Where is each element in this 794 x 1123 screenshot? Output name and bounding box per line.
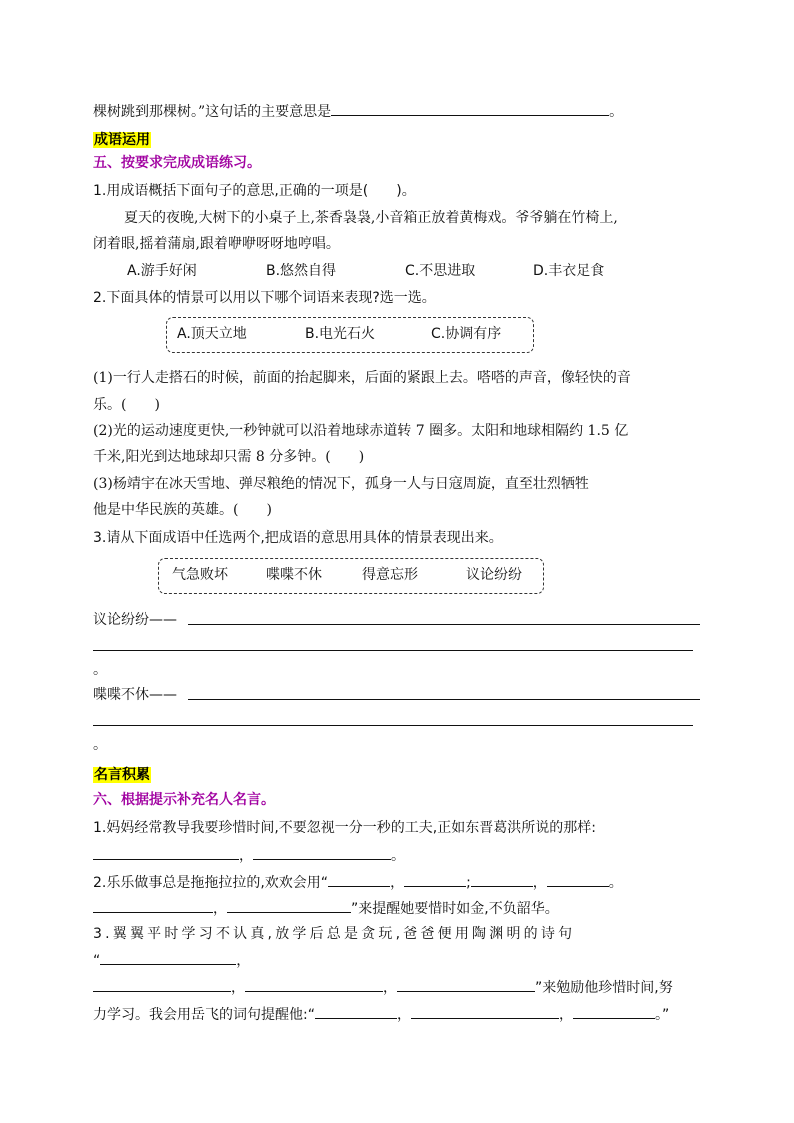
period: 。 bbox=[608, 875, 623, 891]
q2-choice-a: A.顶天立地 bbox=[177, 326, 247, 342]
q1-option-b[interactable]: B.悠然自得 bbox=[266, 263, 337, 279]
comma: ， bbox=[239, 848, 253, 864]
q2-item3-line2[interactable]: 他是中华民族的英雄。( ) bbox=[93, 502, 272, 518]
s6-q3-tail: ”来勉励他珍惜时间,努 bbox=[535, 980, 673, 996]
answer-blank[interactable] bbox=[411, 1004, 559, 1019]
q3-choice-3: 得意忘形 bbox=[362, 567, 418, 583]
q1-passage-line1: 夏天的夜晚,大树下的小桌子上,茶香袅袅,小音箱正放着黄梅戏。爷爷躺在竹椅上, bbox=[124, 210, 618, 226]
period: 。 bbox=[609, 104, 624, 120]
period: 。 bbox=[391, 848, 405, 864]
section-tag-label: 成语运用 bbox=[94, 132, 150, 148]
q3-answer2-label: 喋喋不休—— bbox=[93, 687, 177, 703]
q3-choice-4: 议论纷纷 bbox=[466, 567, 522, 583]
s6-q1-answer bbox=[93, 845, 405, 866]
answer-blank[interactable] bbox=[253, 845, 391, 860]
answer-blank[interactable] bbox=[547, 872, 609, 887]
q1-option-d[interactable]: D.丰衣足食 bbox=[533, 263, 605, 279]
comma: ， bbox=[396, 1007, 411, 1023]
answer-blank[interactable] bbox=[404, 872, 466, 887]
section-heading-quotes: 六、根据提示补充名人名言。 bbox=[93, 792, 275, 808]
answer-blank[interactable] bbox=[245, 977, 383, 992]
q3-answer1-end: 。 bbox=[93, 662, 107, 678]
semicolon: ; bbox=[466, 875, 471, 891]
s6-q2-prompt: 2.乐乐做事总是拖拖拉拉的,欢欢会用“ bbox=[93, 875, 329, 891]
q2-item2-line2[interactable]: 千米,阳光到达地球却只需 8 分多钟。( ) bbox=[93, 449, 365, 465]
answer-blank[interactable] bbox=[331, 101, 609, 116]
q1-option-a[interactable]: A.游手好闲 bbox=[127, 263, 197, 279]
answer-blank[interactable] bbox=[471, 872, 533, 887]
prev-question-tail bbox=[93, 101, 623, 122]
s6-q3-line3 bbox=[93, 1004, 669, 1025]
q3-answer2-line1[interactable] bbox=[188, 699, 700, 700]
section-tag-quotes bbox=[93, 764, 151, 785]
answer-blank[interactable] bbox=[397, 977, 535, 992]
q3-answer1-label: 议论纷纷—— bbox=[93, 612, 177, 628]
answer-blank[interactable] bbox=[227, 898, 351, 913]
q3-answer2-line2[interactable] bbox=[93, 725, 693, 726]
q2-item3-line1: (3)杨靖宇在冰天雪地、弹尽粮绝的情况下，孤身一人与日寇周旋，直至壮烈牺牲 bbox=[93, 476, 589, 492]
q2-item1-line1: (1)一行人走搭石的时候，前面的抬起脚来，后面的紧跟上去。嗒嗒的声音，像轻快的音 bbox=[93, 370, 631, 386]
answer-blank[interactable] bbox=[93, 845, 239, 860]
q3-answer1-line2[interactable] bbox=[93, 650, 693, 651]
s6-q3-line3-text: 力学习。我会用岳飞的词句提醒他:“ bbox=[93, 1007, 315, 1023]
prev-question-text: 棵树跳到那棵树。”这句话的主要意思是 bbox=[93, 104, 332, 120]
answer-blank[interactable] bbox=[93, 898, 213, 913]
section-tag-label: 名言积累 bbox=[94, 767, 150, 783]
q3-answer2-end: 。 bbox=[93, 737, 107, 753]
s6-q3-line-quote bbox=[93, 950, 250, 971]
q2-item2-line1: (2)光的运动速度更快,一秒钟就可以沿着地球赤道转 7 圈多。太阳和地球相隔约 1.5 亿 bbox=[93, 423, 629, 439]
s6-q2-tail: ”来提醒她要惜时如金,不负韶华。 bbox=[351, 901, 559, 917]
section-heading-idiom: 五、按要求完成成语练习。 bbox=[93, 155, 261, 171]
comma: ， bbox=[231, 980, 245, 996]
q1-option-c[interactable]: C.不思进取 bbox=[405, 263, 476, 279]
q1-passage-line2: 闭着眼,摇着蒲扇,跟着咿咿呀呀地哼唱。 bbox=[93, 236, 340, 252]
q2-item1-line2[interactable]: 乐。( ) bbox=[93, 397, 160, 413]
comma: ， bbox=[236, 953, 251, 969]
open-quote: “ bbox=[93, 953, 101, 969]
q2-choice-b: B.电光石火 bbox=[305, 326, 376, 342]
q3-choice-2: 喋喋不休 bbox=[266, 567, 322, 583]
s6-q3-line2 bbox=[93, 977, 673, 998]
answer-blank[interactable] bbox=[573, 1004, 655, 1019]
s6-q2-line2 bbox=[93, 898, 559, 919]
q3-choice-1: 气急败坏 bbox=[172, 567, 228, 583]
q3-prompt: 3.请从下面成语中任选两个,把成语的意思用具体的情景表现出来。 bbox=[93, 530, 503, 546]
q2-prompt: 2.下面具体的情景可以用以下哪个词语来表现?选一选。 bbox=[93, 290, 436, 306]
answer-blank[interactable] bbox=[100, 950, 236, 965]
answer-blank[interactable] bbox=[315, 1004, 397, 1019]
section-tag-idiom bbox=[93, 129, 151, 150]
comma: ， bbox=[532, 875, 547, 891]
comma: ， bbox=[213, 901, 227, 917]
answer-blank[interactable] bbox=[93, 977, 231, 992]
s6-q1-prompt: 1.妈妈经常教导我要珍惜时间,不要忽视一分一秒的工夫,正如东晋葛洪所说的那样: bbox=[93, 820, 596, 836]
s6-q3-prompt: 3.翼翼平时学习不认真,放学后总是贪玩,爸爸便用陶渊明的诗句 bbox=[93, 926, 576, 942]
comma: ， bbox=[383, 980, 397, 996]
comma: ， bbox=[558, 1007, 573, 1023]
q2-choice-c: C.协调有序 bbox=[431, 326, 502, 342]
q1-prompt: 1.用成语概括下面句子的意思,正确的一项是( )。 bbox=[93, 183, 416, 199]
s6-q2-line1 bbox=[93, 872, 623, 893]
closing-quote: 。” bbox=[654, 1007, 670, 1023]
comma: ， bbox=[390, 875, 405, 891]
answer-blank[interactable] bbox=[328, 872, 390, 887]
q3-answer1-line1[interactable] bbox=[188, 624, 700, 625]
